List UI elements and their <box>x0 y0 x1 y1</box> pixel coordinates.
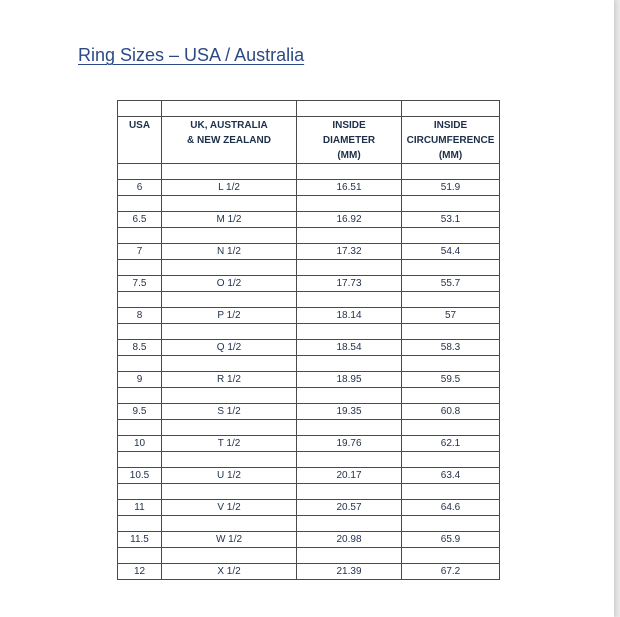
empty-cell <box>118 484 162 500</box>
empty-cell <box>118 516 162 532</box>
empty-cell <box>162 356 297 372</box>
cell-inside-diameter: 17.32 <box>297 244 402 260</box>
cell-inside-circumference: 53.1 <box>402 212 500 228</box>
cell-usa: 9 <box>118 372 162 388</box>
spacer-row <box>118 196 500 212</box>
cell-inside-diameter: 20.17 <box>297 468 402 484</box>
empty-cell <box>118 228 162 244</box>
empty-cell <box>118 101 162 117</box>
empty-cell <box>402 452 500 468</box>
cell-inside-circumference: 62.1 <box>402 436 500 452</box>
spacer-row <box>118 388 500 404</box>
empty-cell <box>162 164 297 180</box>
header-line: (MM) <box>438 150 463 161</box>
cell-inside-diameter: 16.51 <box>297 180 402 196</box>
spacer-row <box>118 420 500 436</box>
cell-inside-circumference: 54.4 <box>402 244 500 260</box>
empty-cell <box>297 260 402 276</box>
spacer-row <box>118 516 500 532</box>
cell-uk-au-nz: T 1/2 <box>162 436 297 452</box>
table-row <box>118 212 500 228</box>
spacer-row <box>118 548 500 564</box>
cell-usa: 6.5 <box>118 212 162 228</box>
empty-cell <box>118 356 162 372</box>
empty-cell <box>297 484 402 500</box>
table-row <box>118 180 500 196</box>
table-row <box>118 436 500 452</box>
cell-usa: 8 <box>118 308 162 324</box>
spacer-row <box>118 260 500 276</box>
empty-cell <box>118 452 162 468</box>
empty-cell <box>297 324 402 340</box>
cell-uk-au-nz: O 1/2 <box>162 276 297 292</box>
empty-cell <box>402 101 500 117</box>
empty-cell <box>162 548 297 564</box>
cell-inside-circumference: 67.2 <box>402 564 500 580</box>
spacer-row <box>118 292 500 308</box>
cell-inside-diameter: 16.92 <box>297 212 402 228</box>
empty-cell <box>402 516 500 532</box>
cell-inside-circumference: 63.4 <box>402 468 500 484</box>
empty-cell <box>118 548 162 564</box>
cell-usa: 9.5 <box>118 404 162 420</box>
empty-cell <box>297 516 402 532</box>
empty-cell <box>297 292 402 308</box>
header-row <box>118 117 500 164</box>
table-row <box>118 340 500 356</box>
empty-cell <box>297 228 402 244</box>
header-line: UK, AUSTRALIA <box>190 120 268 131</box>
cell-inside-diameter: 18.14 <box>297 308 402 324</box>
empty-cell <box>297 388 402 404</box>
cell-inside-diameter: 20.57 <box>297 500 402 516</box>
table-row <box>118 276 500 292</box>
cell-uk-au-nz: W 1/2 <box>162 532 297 548</box>
empty-cell <box>402 484 500 500</box>
table-row <box>118 308 500 324</box>
empty-cell <box>118 324 162 340</box>
empty-cell <box>162 388 297 404</box>
cell-uk-au-nz: V 1/2 <box>162 500 297 516</box>
empty-cell <box>118 164 162 180</box>
empty-cell <box>297 164 402 180</box>
empty-cell <box>118 292 162 308</box>
empty-cell <box>118 260 162 276</box>
cell-inside-diameter: 19.76 <box>297 436 402 452</box>
cell-usa: 11.5 <box>118 532 162 548</box>
cell-uk-au-nz: S 1/2 <box>162 404 297 420</box>
table-row <box>118 244 500 260</box>
empty-cell <box>402 324 500 340</box>
empty-cell <box>402 260 500 276</box>
header-line: & NEW ZEALAND <box>187 135 271 146</box>
cell-uk-au-nz: L 1/2 <box>162 180 297 196</box>
header-line: INSIDE <box>433 120 468 131</box>
header-line: (MM) <box>337 150 361 161</box>
header-line: CIRCUMFERENCE <box>406 135 495 146</box>
spacer-row <box>118 228 500 244</box>
cell-uk-au-nz: P 1/2 <box>162 308 297 324</box>
cell-inside-diameter: 17.73 <box>297 276 402 292</box>
cell-uk-au-nz: Q 1/2 <box>162 340 297 356</box>
empty-cell <box>297 420 402 436</box>
empty-cell <box>118 388 162 404</box>
header-inside-circumference <box>402 117 500 164</box>
cell-uk-au-nz: U 1/2 <box>162 468 297 484</box>
header-line: DIAMETER <box>322 135 376 146</box>
table-row <box>118 500 500 516</box>
cell-uk-au-nz: M 1/2 <box>162 212 297 228</box>
empty-cell <box>402 228 500 244</box>
page-title: Ring Sizes – USA / Australia <box>78 45 305 65</box>
empty-cell <box>297 356 402 372</box>
empty-cell <box>402 420 500 436</box>
cell-uk-au-nz: R 1/2 <box>162 372 297 388</box>
empty-cell <box>162 420 297 436</box>
empty-cell <box>297 452 402 468</box>
empty-cell <box>162 292 297 308</box>
cell-inside-circumference: 64.6 <box>402 500 500 516</box>
cell-usa: 10.5 <box>118 468 162 484</box>
cell-usa: 12 <box>118 564 162 580</box>
empty-cell <box>162 516 297 532</box>
cell-inside-diameter: 18.95 <box>297 372 402 388</box>
empty-cell <box>162 196 297 212</box>
cell-usa: 11 <box>118 500 162 516</box>
empty-cell <box>402 164 500 180</box>
spacer-row <box>118 324 500 340</box>
table-row <box>118 372 500 388</box>
header-uk-au-nz <box>162 117 297 164</box>
cell-usa: 7.5 <box>118 276 162 292</box>
table-row <box>118 532 500 548</box>
empty-cell <box>118 420 162 436</box>
spacer-row <box>118 101 500 117</box>
cell-inside-diameter: 19.35 <box>297 404 402 420</box>
empty-cell <box>162 228 297 244</box>
spacer-row <box>118 452 500 468</box>
cell-inside-circumference: 51.9 <box>402 180 500 196</box>
cell-inside-diameter: 20.98 <box>297 532 402 548</box>
cell-inside-diameter: 21.39 <box>297 564 402 580</box>
cell-inside-circumference: 58.3 <box>402 340 500 356</box>
empty-cell <box>402 196 500 212</box>
cell-uk-au-nz: X 1/2 <box>162 564 297 580</box>
cell-usa: 10 <box>118 436 162 452</box>
cell-usa: 6 <box>118 180 162 196</box>
cell-inside-diameter: 18.54 <box>297 340 402 356</box>
cell-inside-circumference: 59.5 <box>402 372 500 388</box>
table-row <box>118 564 500 580</box>
spacer-row <box>118 484 500 500</box>
empty-cell <box>297 101 402 117</box>
empty-cell <box>402 356 500 372</box>
empty-cell <box>402 292 500 308</box>
empty-cell <box>162 452 297 468</box>
cell-inside-circumference: 57 <box>402 308 500 324</box>
spacer-row <box>118 356 500 372</box>
table-row <box>118 404 500 420</box>
header-line: INSIDE <box>332 120 366 131</box>
empty-cell <box>162 324 297 340</box>
empty-cell <box>118 196 162 212</box>
empty-cell <box>162 101 297 117</box>
empty-cell <box>402 388 500 404</box>
table-row <box>118 468 500 484</box>
empty-cell <box>162 484 297 500</box>
cell-inside-circumference: 55.7 <box>402 276 500 292</box>
cell-uk-au-nz: N 1/2 <box>162 244 297 260</box>
spacer-row <box>118 164 500 180</box>
cell-inside-circumference: 65.9 <box>402 532 500 548</box>
empty-cell <box>402 548 500 564</box>
cell-usa: 7 <box>118 244 162 260</box>
header-usa <box>118 117 162 164</box>
empty-cell <box>162 260 297 276</box>
empty-cell <box>297 548 402 564</box>
ring-size-table <box>117 100 500 580</box>
cell-inside-circumference: 60.8 <box>402 404 500 420</box>
header-inside-diameter <box>297 117 402 164</box>
empty-cell <box>297 196 402 212</box>
header-line: USA <box>128 120 151 131</box>
cell-usa: 8.5 <box>118 340 162 356</box>
